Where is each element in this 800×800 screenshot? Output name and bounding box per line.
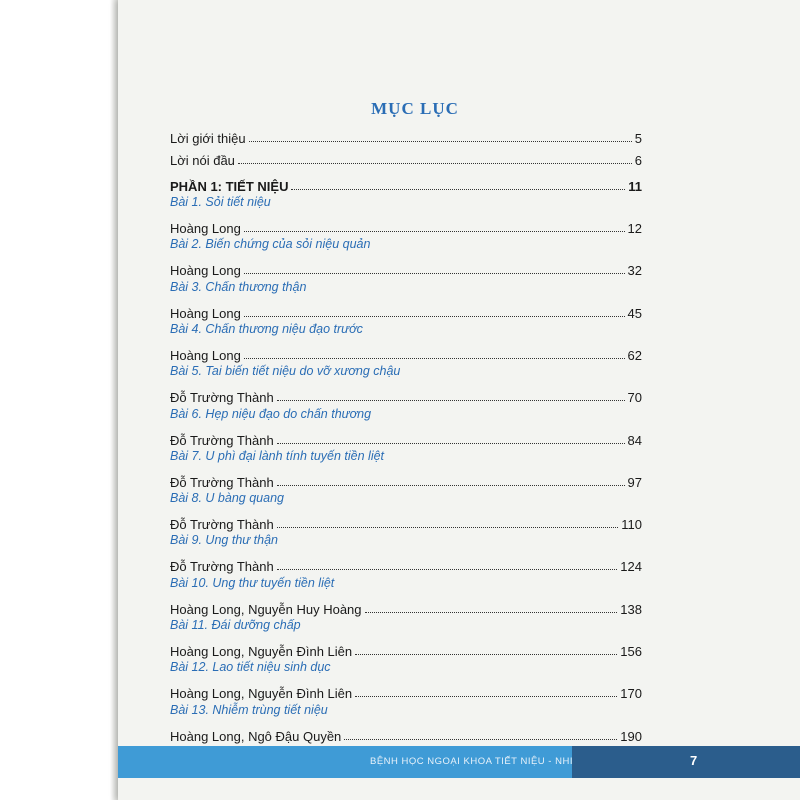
toc-page-number: 32 (627, 263, 642, 279)
dot-leader (244, 273, 625, 274)
toc-entry-label: Hoàng Long (170, 305, 241, 321)
toc-page-number: 6 (634, 153, 642, 168)
toc-entry-row (170, 639, 642, 659)
dot-leader (277, 527, 619, 528)
dot-leader (277, 400, 625, 401)
lesson-title: Bài 6. Hẹp niệu đạo do chấn thương (170, 406, 372, 421)
page-title: MỤC LỤC (371, 99, 459, 118)
toc-entry-label: Hoàng Long (170, 347, 241, 363)
lesson-title: Bài 8. U bàng quang (170, 491, 284, 506)
toc-entry-label: Hoàng Long, Nguyễn Đình Liên (170, 686, 353, 702)
dot-leader (244, 358, 625, 359)
toc-page-number: 84 (627, 432, 642, 448)
dot-leader (244, 231, 625, 232)
toc-entry-label: Đỗ Trường Thành (170, 559, 274, 575)
toc-page-number: 11 (628, 179, 642, 194)
toc-entry-label: Hoàng Long (170, 221, 241, 236)
footer-accent (572, 746, 800, 778)
toc-entry-label: Lời giới thiệu (170, 131, 246, 146)
dot-leader (249, 141, 632, 142)
toc-page-number: 62 (627, 347, 642, 363)
lesson-title: Bài 4. Chấn thương niệu đạo trước (170, 321, 363, 336)
toc-entry-label: Hoàng Long, Ngô Đậu Quyền (170, 728, 342, 744)
toc-page-number: 156 (620, 644, 642, 659)
lesson-title: Bài 9. Ung thư thận (170, 533, 278, 548)
toc-entry-label: Lời nói đầu (170, 153, 235, 168)
lesson-title: Bài 1. Sỏi tiết niệu (170, 195, 271, 209)
toc-entry-row (170, 597, 642, 617)
lesson-title: Bài 2. Biến chứng của sỏi niệu quản (170, 237, 371, 252)
dot-leader (244, 316, 625, 317)
toc-entry-row (170, 148, 642, 168)
toc-entry-row (170, 258, 642, 278)
lesson-title: Bài 10. Ung thư tuyến tiền liệt (170, 575, 335, 590)
toc-page-number: 170 (620, 686, 642, 702)
toc-entry-row (170, 385, 642, 405)
lesson-title: Bài 5. Tai biến tiết niệu do vỡ xương chậu (170, 364, 401, 379)
part-heading-row (170, 174, 642, 194)
dot-leader (277, 485, 625, 486)
toc-entry-label: Hoàng Long (170, 263, 241, 279)
dot-leader (355, 696, 617, 697)
toc-entry-label: Đỗ Trường Thành (170, 474, 274, 490)
dot-leader (344, 739, 617, 740)
toc-page-number: 190 (620, 728, 642, 744)
toc-entry-label: Hoàng Long, Nguyễn Đình Liên (170, 644, 353, 659)
toc-entry-row (170, 512, 642, 532)
lesson-title: Bài 12. Lao tiết niệu sinh dục (170, 660, 331, 675)
toc-entry-label: Hoàng Long, Nguyễn Huy Hoàng (170, 601, 362, 617)
toc-entry-label: Đỗ Trường Thành (170, 517, 274, 533)
toc-page-number: 124 (620, 559, 642, 575)
toc-entry-row (170, 343, 642, 363)
dot-leader (355, 654, 617, 655)
toc-entry-row (170, 301, 642, 321)
lesson-title: Bài 13. Nhiễm trùng tiết niệu (170, 702, 328, 717)
lesson-title: Bài 3. Chấn thương thận (170, 279, 307, 294)
dot-leader (365, 612, 618, 613)
dot-leader (277, 569, 618, 570)
lesson-title: Bài 11. Đái dưỡng chấp (170, 618, 301, 632)
toc-entry-row (170, 428, 642, 448)
toc-page-number: 138 (620, 601, 642, 617)
toc-page-number: 110 (621, 517, 642, 533)
lesson-title: Bài 7. U phì đại lành tính tuyến tiền liệt (170, 448, 385, 463)
toc-entry-row (170, 126, 642, 146)
toc-page-number: 70 (627, 390, 642, 406)
toc-entry-label: PHẦN 1: TIẾT NIỆU (170, 179, 289, 194)
footer-page-number: 7 (690, 753, 698, 768)
toc-entry-label: Đỗ Trường Thành (170, 432, 274, 448)
toc-entry-row (170, 216, 642, 236)
dot-leader (238, 163, 632, 164)
toc-page-number: 5 (634, 131, 642, 146)
toc-entry-row (170, 724, 642, 744)
toc-entry-row (170, 470, 642, 490)
dot-leader (291, 189, 625, 190)
toc-page-number: 45 (627, 305, 642, 321)
footer-book-title: BỆNH HỌC NGOẠI KHOA TIẾT NIỆU - NHI (370, 756, 573, 767)
toc-entry-row (170, 681, 642, 701)
toc-page-number: 97 (627, 474, 642, 490)
toc-page-number: 12 (627, 221, 642, 236)
toc-entry-row (170, 554, 642, 574)
toc-entry-label: Đỗ Trường Thành (170, 390, 274, 406)
dot-leader (277, 443, 625, 444)
